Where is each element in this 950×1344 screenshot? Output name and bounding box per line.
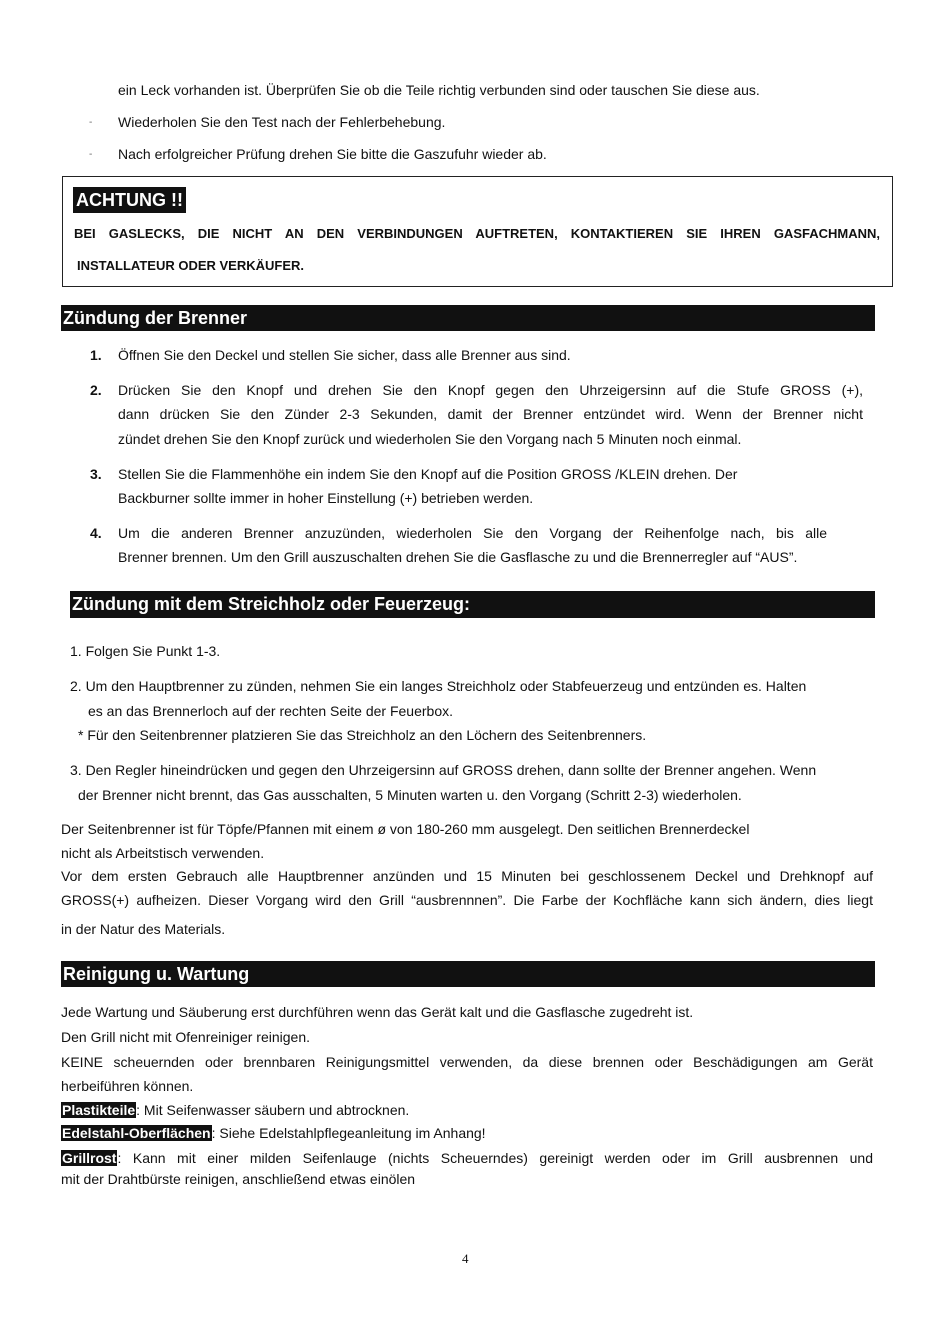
page-number: 4 — [462, 1251, 469, 1266]
list-item: Backburner sollte immer in hoher Einstellung (+) betrieben werden. — [118, 490, 534, 506]
step-line: 2. Um den Hauptbrenner zu zünden, nehmen Sie ein langes Streichholz oder Stabfeuerzeug und entzünden es. Halten — [70, 678, 807, 694]
warning-text: BEI GASLECKS, DIE NICHT AN DEN VERBINDUNGEN AUFTRETEN, KONTAKTIEREN SIE IHREN GASFACHMANN, — [74, 226, 880, 241]
step-line: 1. Folgen Sie Punkt 1-3. — [70, 643, 221, 659]
step-line: 3. Den Regler hineindrücken und gegen den Uhrzeigersinn auf GROSS drehen, dann sollte der Brenner angehen. Wenn — [70, 762, 817, 778]
list-item: Drücken Sie den Knopf und drehen Sie den Knopf gegen den Uhrzeigersinn auf die Stufe GROSS (+), — [118, 382, 863, 398]
list-number: 4. — [90, 525, 102, 541]
tagged-line — [61, 1148, 873, 1168]
list-item: Stellen Sie die Flammenhöhe ein indem Sie den Knopf auf die Position GROSS /KLEIN drehen. Der — [118, 466, 738, 482]
list-item: Brenner brennen. Um den Grill auszuschalten drehen Sie die Gasflasche zu und die Brennerregler auf “AUS”. — [118, 549, 798, 565]
intro-line: ein Leck vorhanden ist. Überprüfen Sie ob die Teile richtig verbunden sind oder tauschen Sie diese aus. — [118, 82, 760, 98]
intro-bullet: Wiederholen Sie den Test nach der Fehlerbehebung. — [118, 114, 446, 130]
paragraph-line: mit der Drahtbürste reinigen, anschließend etwas einölen — [61, 1171, 416, 1187]
tag-text: : Mit Seifenwasser säubern und abtrocknen. — [136, 1102, 410, 1118]
list-item: dann drücken Sie den Zünder 2-3 Sekunden, damit der Brenner entzündet wird. Wenn der Brenner nicht — [118, 406, 863, 422]
section-heading-streichholz: Zündung mit dem Streichholz oder Feuerzeug: — [70, 591, 875, 618]
tag-text: : Siehe Edelstahlpflegeanleitung im Anhang! — [211, 1125, 486, 1141]
tag-label: Plastikteile — [62, 1102, 136, 1118]
section-heading-reinigung: Reinigung u. Wartung — [61, 961, 875, 987]
warning-title: ACHTUNG !! — [73, 187, 186, 213]
bullet-marker: - — [89, 117, 93, 128]
tagged-line — [61, 1123, 486, 1143]
tag-label: Edelstahl-Oberflächen — [62, 1125, 211, 1141]
intro-bullet: Nach erfolgreicher Prüfung drehen Sie bitte die Gaszufuhr wieder ab. — [118, 146, 547, 162]
tag-label: Grillrost — [62, 1150, 117, 1166]
section-heading-zuendung: Zündung der Brenner — [61, 305, 875, 331]
list-item: Öffnen Sie den Deckel und stellen Sie sicher, dass alle Brenner aus sind. — [118, 347, 571, 363]
paragraph-line: herbeiführen können. — [61, 1078, 194, 1094]
step-note: * Für den Seitenbrenner platzieren Sie das Streichholz an den Löchern des Seitenbrenners. — [78, 727, 647, 743]
paragraph-line: Den Grill nicht mit Ofenreiniger reinigen. — [61, 1029, 310, 1045]
paragraph-line: KEINE scheuernden oder brennbaren Reinigungsmittel verwenden, da diese brennen oder Beschädigungen am Gerät — [61, 1054, 873, 1070]
tagged-line — [61, 1100, 409, 1120]
paragraph-line: Jede Wartung und Säuberung erst durchführen wenn das Gerät kalt und die Gasflasche zugedreht ist. — [61, 1004, 694, 1020]
list-item: Um die anderen Brenner anzuzünden, wiederholen Sie den Vorgang der Reihenfolge nach, bis alle — [118, 525, 827, 541]
paragraph-line: nicht als Arbeitstisch verwenden. — [61, 845, 265, 861]
list-number: 3. — [90, 466, 102, 482]
list-number: 1. — [90, 347, 102, 363]
bullet-marker: - — [89, 149, 93, 160]
step-line: es an das Brennerloch auf der rechten Seite der Feuerbox. — [88, 703, 453, 719]
step-line: der Brenner nicht brennt, das Gas ausschalten, 5 Minuten warten u. den Vorgang (Schritt 2-3) wiederholen. — [78, 787, 742, 803]
warning-text: INSTALLATEUR ODER VERKÄUFER. — [77, 258, 305, 273]
list-number: 2. — [90, 382, 102, 398]
paragraph-line: GROSS(+) aufheizen. Dieser Vorgang wird den Grill “ausbrennnen”. Die Farbe der Kochfläche kann sich ändern, dies liegt — [61, 892, 873, 908]
warning-box — [62, 176, 893, 287]
paragraph-line: Vor dem ersten Gebrauch alle Hauptbrenner anzünden und 15 Minuten bei geschlossenem Deckel und Drehknopf auf — [61, 868, 873, 884]
paragraph-line: Der Seitenbrenner ist für Töpfe/Pfannen mit einem ø von 180-260 mm ausgelegt. Den seitlichen Brennerdeckel — [61, 821, 750, 837]
paragraph-line: in der Natur des Materials. — [61, 921, 226, 937]
list-item: zündet drehen Sie den Knopf zurück und wiederholen Sie den Vorgang nach 5 Minuten noch einmal. — [118, 431, 742, 447]
tag-text: : Kann mit einer milden Seifenlauge (nichts Scheuerndes) gereinigt werden oder im Grill ausbrennen und — [117, 1150, 873, 1166]
